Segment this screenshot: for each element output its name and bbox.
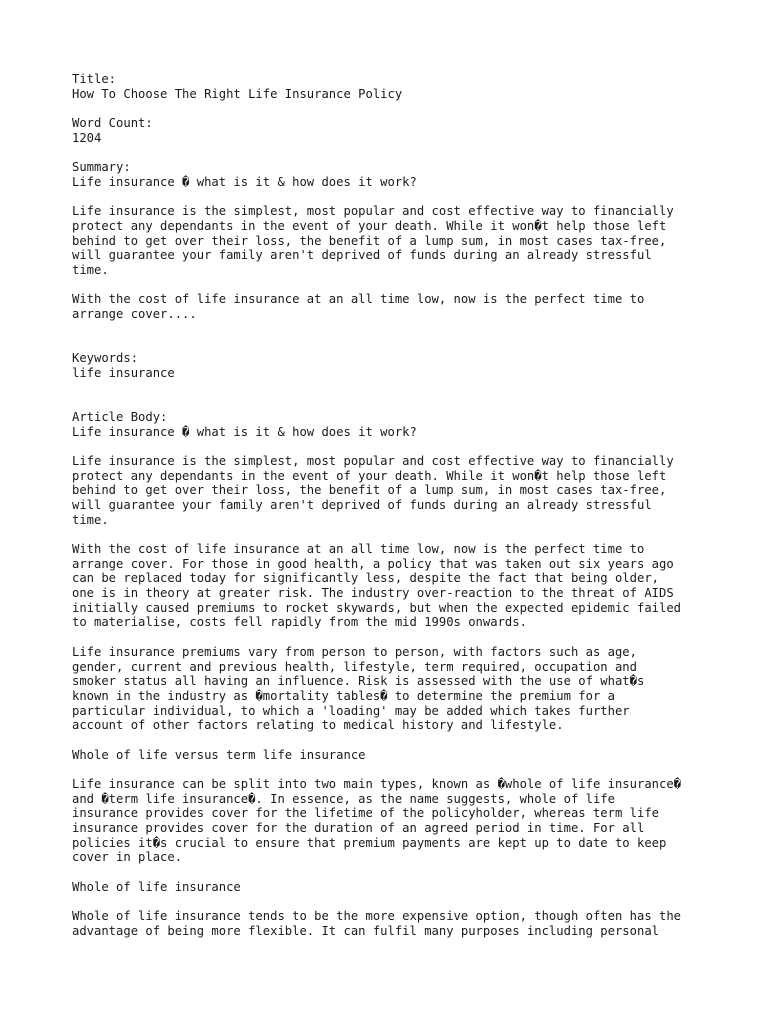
document-text-line: and �term life insurance�. In essence, as the name suggests, whole of life <box>72 791 615 806</box>
document-text-line: Life insurance � what is it & how does it work? <box>72 424 417 439</box>
document-text-line: 1204 <box>72 130 102 145</box>
document-text-line: time. <box>72 512 109 527</box>
document-text-line: account of other factors relating to medical history and lifestyle. <box>72 718 564 733</box>
document-text-line: Life insurance is the simplest, most popular and cost effective way to financially <box>72 204 674 219</box>
document-text-line: Whole of life insurance <box>72 879 241 894</box>
document-text-line: Whole of life versus term life insurance <box>72 747 366 762</box>
document-text-line: Article Body: <box>72 409 168 424</box>
document-text-line: will guarantee your family aren't deprived of funds during an already stressful <box>72 248 652 263</box>
document-text-line: Word Count: <box>72 116 153 131</box>
document-text-line: smoker status all having an influence. Risk is assessed with the use of what�s <box>72 674 645 689</box>
document-text-line: to materialise, costs fell rapidly from the mid 1990s onwards. <box>72 615 527 630</box>
document-text-line: known in the industry as �mortality tables� to determine the premium for a <box>72 688 615 703</box>
document-text-line: With the cost of life insurance at an all time low, now is the perfect time to <box>72 542 645 556</box>
blank-line <box>72 895 712 910</box>
blank-line <box>72 865 712 880</box>
document-text-line: time. <box>72 262 109 277</box>
document-text-line: insurance provides cover for the lifetime of the policyholder, whereas term life <box>72 806 659 821</box>
document-text-line: Title: <box>72 72 117 86</box>
document-text-line: life insurance <box>72 365 175 380</box>
document-text-line: Whole of life insurance tends to be the more expensive option, though often has the <box>72 909 682 924</box>
blank-line <box>72 395 712 410</box>
document-text-line: initially caused premiums to rocket skywards, but when the expected epidemic failed <box>72 600 682 615</box>
document-text-line: policies it�s crucial to ensure that premium payments are kept up to date to keep <box>72 835 667 850</box>
blank-line <box>72 322 712 337</box>
document-text-line: Keywords: <box>72 351 139 366</box>
document-page <box>72 72 712 1012</box>
blank-line <box>72 762 712 777</box>
blank-line <box>72 380 712 395</box>
document-text-line: behind to get over their loss, the benefit of a lump sum, in most cases tax-free, <box>72 233 667 248</box>
document-text-line: How To Choose The Right Life Insurance Policy <box>72 86 403 101</box>
blank-line <box>72 630 712 645</box>
blank-line <box>72 336 712 351</box>
document-text-line: advantage of being more flexible. It can fulfil many purposes including personal <box>72 923 659 938</box>
document-text-line: particular individual, to which a 'loading' may be added which takes further <box>72 703 630 718</box>
blank-line <box>72 733 712 748</box>
document-text-line: Life insurance � what is it & how does it work? <box>72 174 417 189</box>
document-text-line: can be replaced today for significantly less, despite the fact that being older, <box>72 571 659 586</box>
blank-line <box>72 101 712 116</box>
document-text-line: gender, current and previous health, lifestyle, term required, occupation and <box>72 659 637 674</box>
blank-line <box>72 439 712 454</box>
document-text-line: With the cost of life insurance at an all time low, now is the perfect time to <box>72 292 645 307</box>
document-text-line: one is in theory at greater risk. The industry over-reaction to the threat of AIDS <box>72 586 674 601</box>
blank-line <box>72 145 712 160</box>
document-text-line: Life insurance can be split into two main types, known as �whole of life insurance� <box>72 777 682 791</box>
document-text-line: Summary: <box>72 160 131 175</box>
document-text-line: insurance provides cover for the duration of an agreed period in time. For all <box>72 821 645 836</box>
document-text-line: protect any dependants in the event of your death. While it won�t help those left <box>72 468 667 483</box>
blank-line <box>72 527 712 542</box>
document-text-line: protect any dependants in the event of your death. While it won�t help those left <box>72 218 667 233</box>
document-text-line: arrange cover.... <box>72 307 197 321</box>
blank-line <box>72 278 712 293</box>
document-text-line: will guarantee your family aren't deprived of funds during an already stressful <box>72 497 652 512</box>
document-text-line: Life insurance premiums vary from person to person, with factors such as age, <box>72 644 637 659</box>
document-text-line: behind to get over their loss, the benefit of a lump sum, in most cases tax-free, <box>72 483 667 498</box>
blank-line <box>72 190 712 205</box>
document-text-line: arrange cover. For those in good health, a policy that was taken out six years ago <box>72 556 674 571</box>
document-text-line: cover in place. <box>72 850 183 865</box>
document-text-line: Life insurance is the simplest, most popular and cost effective way to financially <box>72 453 674 468</box>
